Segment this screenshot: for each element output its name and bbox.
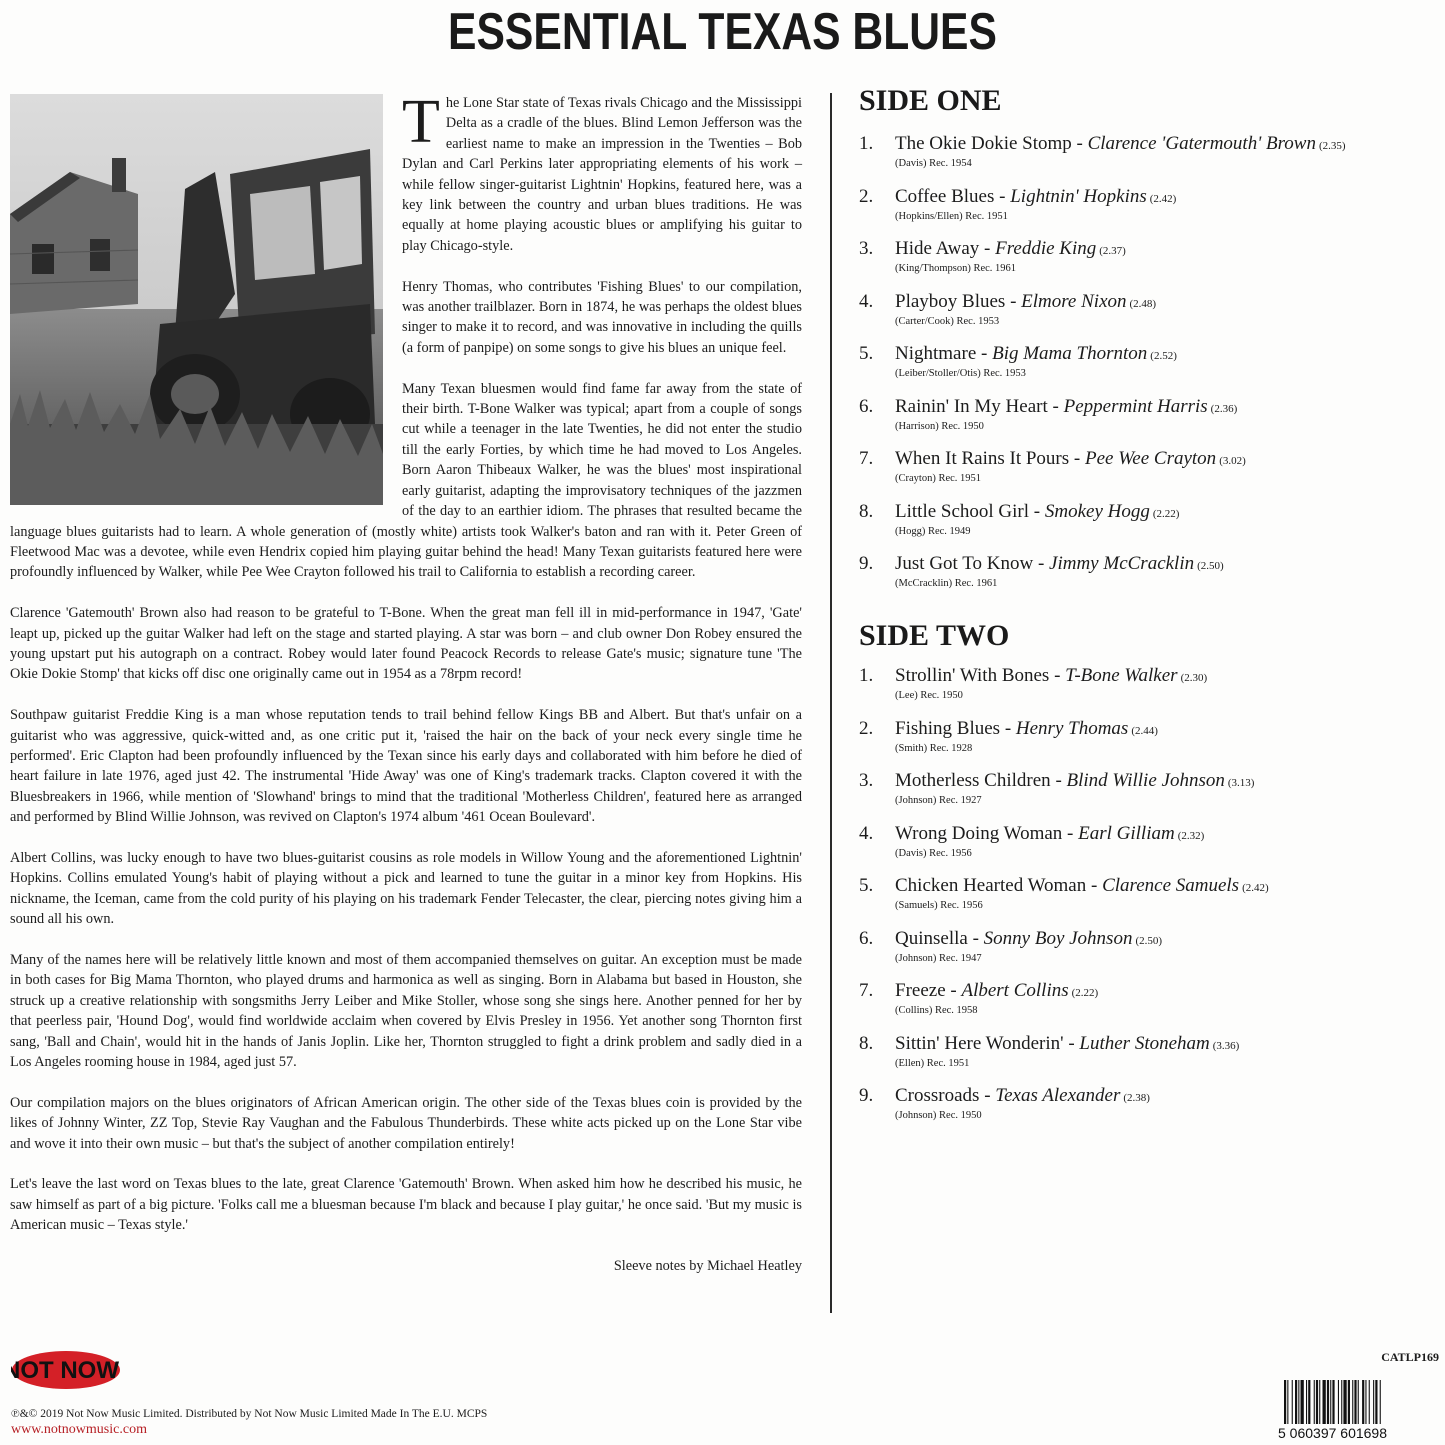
track-duration: (2.22)	[1152, 507, 1180, 520]
barcode-bar	[1373, 1380, 1374, 1424]
track-row	[859, 1085, 1419, 1138]
track-artist: Texas Alexander	[995, 1085, 1121, 1106]
track-title: Crossroads	[895, 1085, 980, 1106]
track-artist: T-Bone Walker	[1065, 665, 1178, 686]
barcode-bar	[1298, 1380, 1299, 1424]
track-artist: Freddie King	[995, 238, 1097, 259]
track-line: When It Rains It Pours - Pee Wee Crayton (3.02)	[895, 448, 1246, 469]
track-title: Chicken Hearted Woman	[895, 875, 1087, 896]
barcode-bar	[1306, 1380, 1307, 1424]
track-credits: (McCracklin) Rec. 1961	[895, 578, 998, 589]
track-title: Rainin' In My Heart	[895, 395, 1048, 417]
notes-paragraph: Henry Thomas, who contributes 'Fishing Blues' to our compilation, was another trailblazer. Born in 1874, he was perhaps the oldest blues singer to make it to record, and was innovative in including the quills (a form of panpipe) on some songs to give his blues an unique feel.	[402, 278, 802, 356]
track-row	[859, 928, 1419, 981]
side-one-heading: SIDE ONE	[859, 84, 1002, 117]
notes-paragraph: The Lone Star state of Texas rivals Chicago and the Mississippi Delta as a cradle of the blues. Blind Lemon Jefferson was the earliest name to make an impression in the Twenties – Bob Dylan and Carl Perkins later appropriating elements of his work – while fellow singer-guitarist Lightnin' Hopkins, featured here, was a key link between the country and urban blues traditions. He was equally at home playing acoustic blues or amplifying his guitar to play Chicago-style.	[402, 88, 802, 254]
track-line: Strollin' With Bones - T-Bone Walker (2.30)	[895, 665, 1208, 686]
barcode-bar	[1338, 1380, 1339, 1424]
track-duration: (2.36)	[1210, 402, 1238, 415]
track-row	[859, 501, 1419, 554]
barcode-bar	[1365, 1380, 1366, 1424]
track-duration: (3.36)	[1212, 1039, 1240, 1052]
track-row	[859, 238, 1419, 291]
track-number: 6.	[859, 927, 874, 949]
track-duration: (2.22)	[1071, 987, 1099, 999]
track-line: Freeze - Albert Collins (2.22)	[895, 980, 1099, 1001]
barcode-bar	[1292, 1380, 1293, 1424]
notes-paragraph: Our compilation majors on the blues originators of African American origin. The other side of the Texas blues coin is provided by the likes of Johnny Winter, ZZ Top, Stevie Ray Vaughan and the Fabulous Thunderbirds. These white acts picked up on the Lone Star vibe and wove it into their own music – but that's the subject of another compilation entirely!	[10, 1094, 802, 1152]
track-duration: (2.48)	[1129, 297, 1157, 310]
drop-cap: T	[402, 88, 440, 156]
track-number: 3.	[859, 238, 874, 259]
album-title: ESSENTIAL TEXAS BLUES	[448, 3, 997, 61]
track-artist: Jimmy McCracklin	[1049, 553, 1195, 574]
notes-paragraph: Clarence 'Gatemouth' Brown also had reason to be grateful to T-Bone. When the great man fell ill in mid-performance in 1947, 'Gate' leapt up, picked up the guitar Walker had left on the stage and started playing. A star was born – and club owner Don Robey ensured the young upstart put his autograph on a contract. Robey would later found Peacock Records to release Gate's music; signature tune 'The Okie Dokie Stomp' that kicks off disc one originally came out in 1954 as a 78rpm record!	[10, 605, 802, 683]
barcode-bar	[1308, 1380, 1310, 1424]
track-artist: Henry Thomas	[1015, 717, 1129, 739]
track-duration: (2.35)	[1318, 140, 1346, 152]
barcode-bar	[1375, 1380, 1377, 1424]
track-credits: (Samuels) Rec. 1956	[895, 900, 983, 911]
track-number: 3.	[859, 770, 874, 791]
track-artist: Earl Gilliam	[1078, 822, 1175, 844]
track-line: Fishing Blues - Henry Thomas (2.44)	[895, 717, 1158, 739]
logo-text: NOT NOW	[11, 1357, 119, 1384]
track-credits: (Harrison) Rec. 1950	[895, 420, 984, 432]
track-number: 8.	[859, 500, 874, 522]
track-row	[859, 1033, 1419, 1086]
track-row	[859, 343, 1419, 396]
track-title: Motherless Children	[895, 770, 1051, 791]
barcode-bar	[1369, 1380, 1370, 1424]
track-line: Quinsella - Sonny Boy Johnson (2.50)	[895, 927, 1163, 949]
track-line: Little School Girl - Smokey Hogg (2.22)	[895, 500, 1180, 522]
barcode-bar	[1330, 1380, 1331, 1424]
track-number: 1.	[859, 133, 874, 154]
notes-paragraph: Many Texan bluesmen would find fame far away from the state of their birth. T-Bone Walker was typical; apart from a couple of songs cut while a teenager in the late Twenties, he did not enter the studio till the early Forties, by which time he had moved to Los Angeles. Born Aaron Thibeaux Walker, he was the blues' most inspirational early guitarist, adapting the improvisatory techniques of the jazzmen of the day to an earthier idiom. The phrases that resulted became the language blues guitarists had to learn. A whole generation of (mostly white) artists took Walker's baton and ran with it. Peter Green of Fleetwood Mac was a devotee, while even Hendrix copied him playing guitar behind the head! Many Texan guitarists featured here were profoundly influenced by Walker, while Pee Wee Crayton followed his trail to California to establish a recording career.	[10, 380, 802, 581]
track-title: Nightmare	[895, 343, 977, 364]
track-line: Chicken Hearted Woman - Clarence Samuels (2.42)	[895, 875, 1269, 896]
track-artist: Elmore Nixon	[1021, 290, 1127, 312]
track-duration: (2.32)	[1177, 829, 1205, 842]
track-title: Sittin' Here Wonderin'	[895, 1032, 1064, 1054]
barcode-bar	[1341, 1380, 1342, 1424]
track-number: 7.	[859, 448, 874, 469]
track-number: 2.	[859, 717, 874, 739]
track-credits: (Johnson) Rec. 1947	[895, 952, 982, 964]
track-duration: (2.50)	[1135, 934, 1163, 947]
track-duration: (2.42)	[1242, 882, 1269, 894]
notes-paragraph: Let's leave the last word on Texas blues to the late, great Clarence 'Gatemouth' Brown. When asked him how he described his music, he saw himself as part of a big picture. 'Folks call me a bluesman because I'm black and because I play guitar,' he once said. 'But my music is American music – Texas style.'	[10, 1176, 802, 1234]
track-artist: Luther Stoneham	[1079, 1032, 1210, 1054]
website-link[interactable]: www.notnowmusic.com	[11, 1422, 147, 1437]
track-duration: (2.42)	[1149, 192, 1177, 205]
track-artist: Clarence 'Gatermouth' Brown	[1087, 133, 1316, 154]
track-title: Strollin' With Bones	[895, 665, 1050, 686]
track-credits: (Johnson) Rec. 1927	[895, 795, 982, 806]
track-credits: (Hogg) Rec. 1949	[895, 525, 971, 537]
track-row	[859, 665, 1419, 718]
track-line: Nightmare - Big Mama Thornton (2.52)	[895, 343, 1177, 364]
track-duration: (2.52)	[1150, 350, 1177, 362]
track-row	[859, 186, 1419, 239]
barcode-bar	[1295, 1380, 1297, 1424]
sleeve-notes	[10, 88, 802, 1297]
notes-paragraph: Albert Collins, was lucky enough to have two blues-guitarist cousins as role models in Willow Young and the aforementioned Lightnin' Hopkins. Collins emulated Young's habit of playing without a pick and learned to tune the guitar in a minor key from Hopkins. His nickname, the Iceman, came from the cold purity of his playing on his trademark Fender Telecaster, the clear, piercing notes giving him a sound all his own.	[10, 849, 802, 928]
track-credits: (Lee) Rec. 1950	[895, 690, 963, 701]
barcode-bar	[1314, 1380, 1315, 1424]
track-duration: (3.02)	[1219, 455, 1246, 467]
track-artist: Albert Collins	[961, 980, 1069, 1001]
barcode-bar	[1327, 1380, 1329, 1424]
track-number: 9.	[859, 1085, 874, 1106]
track-number: 7.	[859, 980, 874, 1001]
track-number: 5.	[859, 343, 874, 364]
copyright-notice: ℗&© 2019 Not Now Music Limited. Distributed by Not Now Music Limited Made In The E.U. MCPS	[11, 1408, 488, 1420]
track-duration: (2.37)	[1099, 245, 1126, 257]
barcode-bar	[1323, 1380, 1326, 1424]
track-title: Fishing Blues	[895, 717, 1001, 739]
track-artist: Lightnin' Hopkins	[1010, 185, 1147, 207]
track-number: 4.	[859, 822, 874, 844]
track-line: Just Got To Know - Jimmy McCracklin (2.50)	[895, 553, 1224, 574]
barcode-bar	[1362, 1380, 1364, 1424]
track-title: Quinsella	[895, 927, 968, 949]
track-row	[859, 980, 1419, 1033]
barcode-bar	[1319, 1380, 1320, 1424]
barcode-bar	[1316, 1380, 1318, 1424]
track-credits: (Hopkins/Ellen) Rec. 1951	[895, 210, 1008, 222]
side-two-heading: SIDE TWO	[859, 619, 1010, 652]
track-credits: (Collins) Rec. 1958	[895, 1005, 978, 1016]
track-title: The Okie Dokie Stomp	[895, 133, 1072, 154]
track-line: Playboy Blues - Elmore Nixon (2.48)	[895, 290, 1157, 312]
barcode-bar	[1348, 1380, 1350, 1424]
catalog-number: CATLP169	[1381, 1350, 1439, 1364]
track-number: 1.	[859, 665, 874, 686]
track-line: The Okie Dokie Stomp - Clarence 'Gatermouth' Brown (2.35)	[895, 133, 1346, 154]
track-title: Freeze	[895, 980, 946, 1001]
track-credits: (King/Thompson) Rec. 1961	[895, 263, 1017, 274]
track-duration: (2.50)	[1197, 560, 1224, 572]
track-title: Just Got To Know	[895, 553, 1034, 574]
track-line: Wrong Doing Woman - Earl Gilliam (2.32)	[895, 822, 1205, 844]
barcode-number: 5 060397 601698	[1278, 1425, 1387, 1440]
track-title: Hide Away	[895, 238, 980, 259]
track-number: 6.	[859, 395, 874, 417]
track-artist: Peppermint Harris	[1063, 395, 1208, 417]
track-credits: (Leiber/Stoller/Otis) Rec. 1953	[895, 368, 1026, 379]
track-credits: (Carter/Cook) Rec. 1953	[895, 315, 1000, 327]
track-credits: (Crayton) Rec. 1951	[895, 473, 982, 484]
track-artist: Big Mama Thornton	[992, 343, 1148, 364]
track-line: Coffee Blues - Lightnin' Hopkins (2.42)	[895, 185, 1177, 207]
barcode-bar	[1284, 1380, 1286, 1424]
track-row	[859, 823, 1419, 876]
side-two-tracklist	[859, 665, 1419, 1138]
track-title: Little School Girl	[895, 500, 1030, 522]
track-line: Crossroads - Texas Alexander (2.38)	[895, 1085, 1150, 1106]
track-line: Sittin' Here Wonderin' - Luther Stoneham (3.36)	[895, 1032, 1240, 1054]
track-credits: (Davis) Rec. 1956	[895, 847, 972, 859]
track-artist: Smokey Hogg	[1044, 500, 1150, 522]
barcode-bar	[1352, 1380, 1353, 1424]
track-credits: (Smith) Rec. 1928	[895, 742, 973, 754]
track-row	[859, 291, 1419, 344]
barcode	[1276, 1380, 1436, 1440]
track-number: 2.	[859, 185, 874, 207]
track-artist: Sonny Boy Johnson	[983, 927, 1133, 949]
track-number: 9.	[859, 553, 874, 574]
track-row	[859, 396, 1419, 449]
track-line: Rainin' In My Heart - Peppermint Harris (2.36)	[895, 395, 1238, 417]
track-artist: Clarence Samuels	[1102, 875, 1240, 896]
column-divider	[830, 93, 832, 1313]
track-duration: (3.13)	[1227, 777, 1255, 789]
side-one-tracklist	[859, 133, 1419, 606]
not-now-logo	[11, 1350, 121, 1390]
track-title: Wrong Doing Woman	[895, 822, 1063, 844]
track-line: Motherless Children - Blind Willie Johnson (3.13)	[895, 770, 1255, 791]
track-row	[859, 875, 1419, 928]
barcode-bar	[1301, 1380, 1304, 1424]
track-line: Hide Away - Freddie King (2.37)	[895, 238, 1126, 259]
track-number: 4.	[859, 290, 874, 312]
track-title: Coffee Blues	[895, 185, 995, 207]
track-duration: (2.44)	[1131, 724, 1158, 737]
track-credits: (Davis) Rec. 1954	[895, 158, 972, 169]
track-number: 8.	[859, 1032, 874, 1054]
barcode-bar	[1380, 1380, 1381, 1424]
track-title: Playboy Blues	[895, 290, 1006, 312]
notes-paragraph: Southpaw guitarist Freddie King is a man whose reputation tends to trail behind fellow Kings BB and Albert. But that's unfair on a guitarist who was aggressive, quick-witted and, as one critic put it, 'raised the hair on the back of your neck every single time he performed'. Eric Clapton had been profoundly influenced by the Texan since his early days and collaborated with him before he died of heart failure in late 1976, aged just 42. The instrumental 'Hide Away' was one of King's trademark tracks. Clapton covered it with the Bluesbreakers in 1966, while mention of 'Slowhand' brings to mind that the traditional 'Motherless Children', featured here as arranged and performed by Blind Willie Johnson, was revived on Clapton's 1974 album '461 Ocean Boulevard'.	[10, 707, 802, 826]
track-row	[859, 770, 1419, 823]
track-row	[859, 133, 1419, 186]
notes-paragraph: Many of the names here will be relatively little known and most of them accompanied themselves on guitar. An exception must be made in both cases for Big Mama Thornton, who played drums and harmonica as well as singing. Born in Alabama but based in Houston, she struck up a creative relationship with songsmiths Jerry Leiber and Mike Stoller, whose song she sings here. Another penned for her by that peerless pair, 'Hound Dog', would find worldwide acclaim when covered by Elvis Presley in 1956. Yet another song Thornton first sang, 'Ball and Chain', would hit in the hands of Janis Joplin. Like her, Thornton struggled to fight a drink problem and sadly died in a Los Angeles rooming house in 1984, aged just 57.	[10, 951, 802, 1070]
barcode-bar	[1358, 1380, 1359, 1424]
barcode-bar	[1343, 1380, 1346, 1424]
track-number: 5.	[859, 875, 874, 896]
track-row	[859, 553, 1419, 606]
track-duration: (2.30)	[1180, 672, 1208, 684]
track-credits: (Ellen) Rec. 1951	[895, 1057, 970, 1069]
track-title: When It Rains It Pours	[895, 448, 1070, 469]
track-row	[859, 718, 1419, 771]
barcode-bar	[1287, 1380, 1288, 1424]
barcode-bar	[1354, 1380, 1356, 1424]
sleeve-notes-credit: Sleeve notes by Michael Heatley	[613, 1258, 802, 1275]
barcode-bar	[1332, 1380, 1334, 1424]
track-credits: (Johnson) Rec. 1950	[895, 1110, 982, 1121]
track-row	[859, 448, 1419, 501]
track-artist: Blind Willie Johnson	[1066, 770, 1225, 791]
track-artist: Pee Wee Crayton	[1084, 448, 1217, 469]
track-duration: (2.38)	[1123, 1092, 1150, 1104]
